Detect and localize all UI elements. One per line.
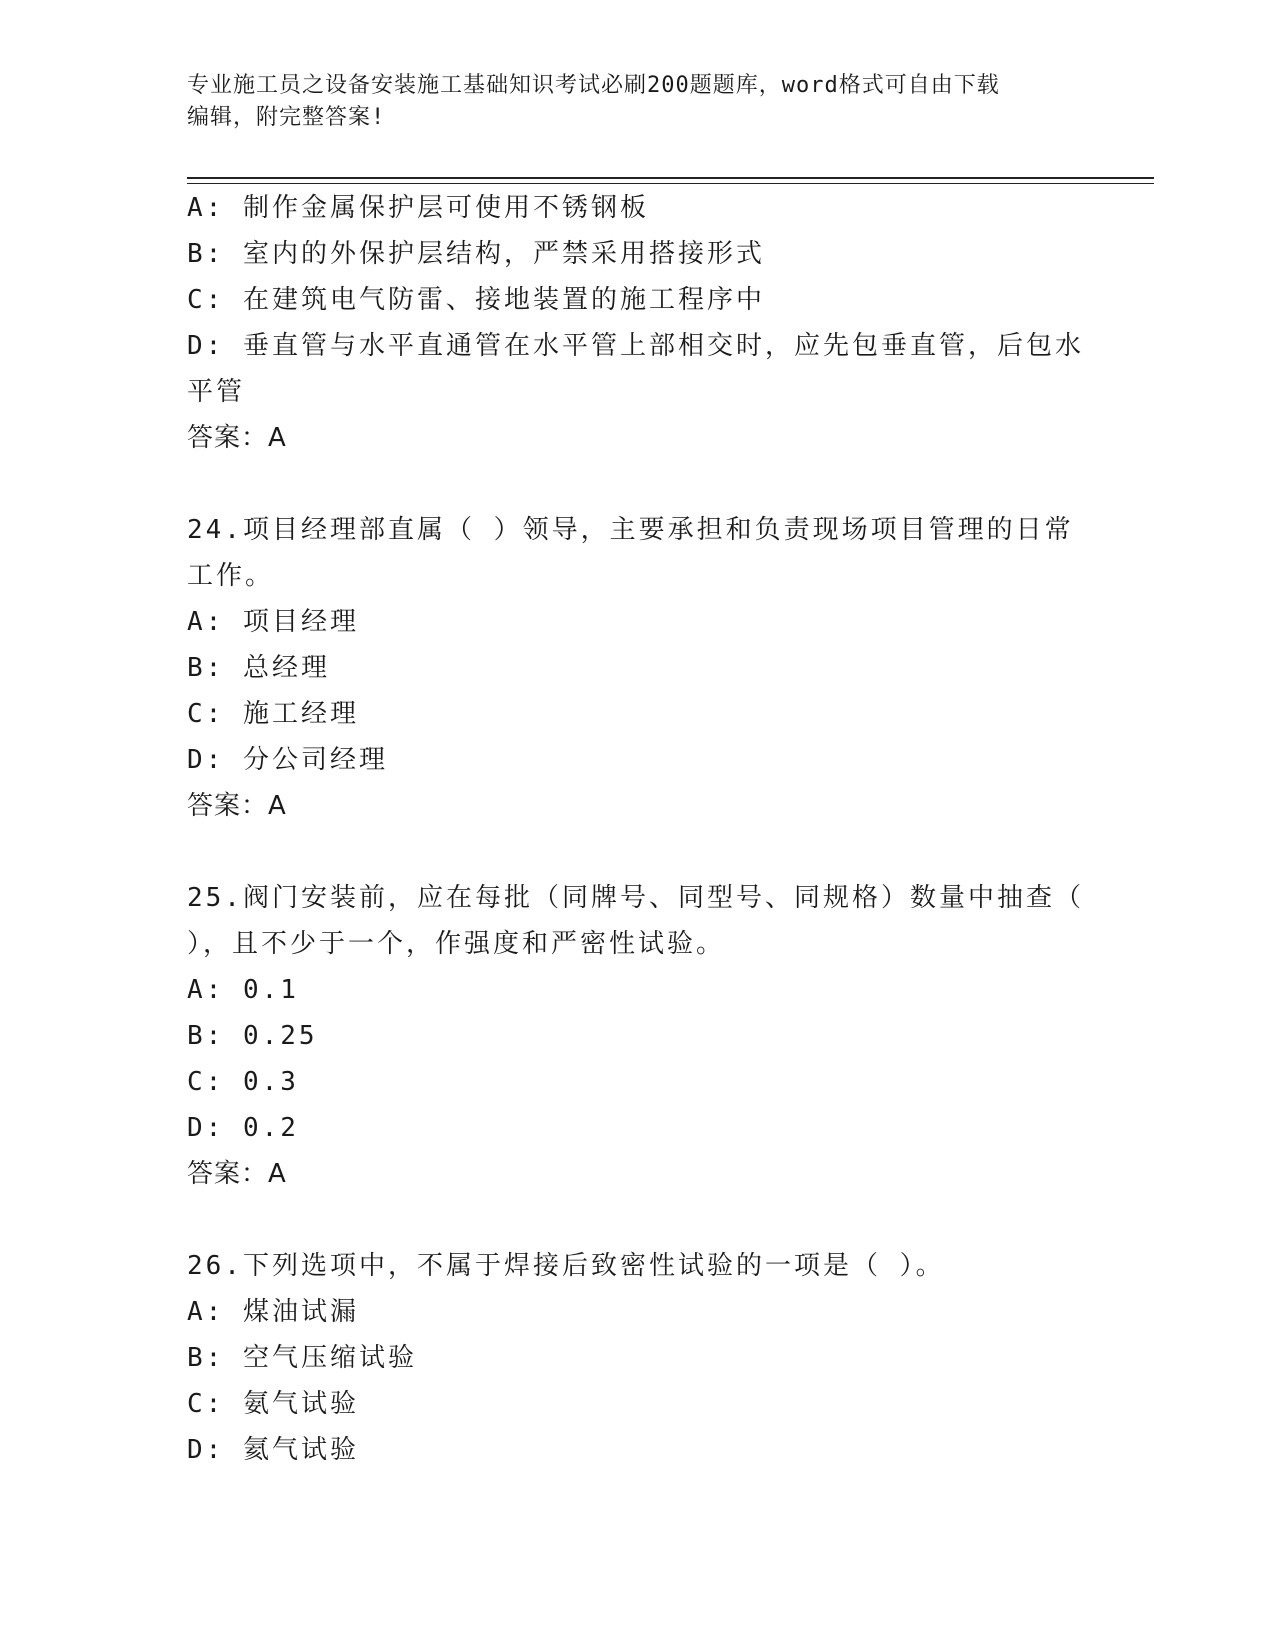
question-list <box>187 185 1087 1473</box>
question-26 <box>187 1243 1087 1473</box>
option-b: B: 空气压缩试验 <box>187 1343 417 1373</box>
question-25 <box>187 875 1087 1197</box>
question-stem-line-2: 工作。 <box>187 561 275 591</box>
answer: 答案：A <box>187 423 287 453</box>
option-c: C: 在建筑电气防雷、接地装置的施工程序中 <box>187 285 765 315</box>
header-title-line-2: 编辑，附完整答案! <box>187 105 386 130</box>
spacer <box>187 829 1087 875</box>
option-b: B: 0.25 <box>187 1021 318 1051</box>
question-stem-line-2: ），且不少于一个，作强度和严密性试验。 <box>187 929 726 959</box>
option-d: D: 0.2 <box>187 1113 299 1143</box>
answer: 答案：A <box>187 791 287 821</box>
header-divider-thick <box>187 177 1154 179</box>
option-c: C: 0.3 <box>187 1067 299 1097</box>
option-a: A: 煤油试漏 <box>187 1297 359 1327</box>
option-a: A: 制作金属保护层可使用不锈钢板 <box>187 193 649 223</box>
option-c: C: 施工经理 <box>187 699 359 729</box>
document-header <box>187 70 1087 134</box>
option-d: D: 分公司经理 <box>187 745 388 775</box>
option-a: A: 0.1 <box>187 975 299 1005</box>
option-c: C: 氨气试验 <box>187 1389 359 1419</box>
option-d: D: 氦气试验 <box>187 1435 359 1465</box>
header-title-line-1: 专业施工员之设备安装施工基础知识考试必刷200题题库，word格式可自由下载 <box>187 73 1000 98</box>
option-a: A: 项目经理 <box>187 607 359 637</box>
header-divider-thin <box>187 183 1154 184</box>
question-24 <box>187 507 1087 829</box>
spacer <box>187 1197 1087 1243</box>
option-b: B: 室内的外保护层结构，严禁采用搭接形式 <box>187 239 765 269</box>
question-stem-line-1: 25.阀门安装前，应在每批（同牌号、同型号、同规格）数量中抽查（ <box>187 883 1084 913</box>
option-b: B: 总经理 <box>187 653 330 683</box>
answer: 答案：A <box>187 1159 287 1189</box>
question-23 <box>187 185 1087 461</box>
spacer <box>187 461 1087 507</box>
option-d-line-1: D: 垂直管与水平直通管在水平管上部相交时，应先包垂直管，后包水 <box>187 331 1084 361</box>
question-stem-line-1: 26.下列选项中，不属于焊接后致密性试验的一项是（ ）。 <box>187 1251 945 1281</box>
option-d-line-2: 平管 <box>187 377 246 407</box>
question-stem-line-1: 24.项目经理部直属（ ）领导，主要承担和负责现场项目管理的日常 <box>187 515 1074 545</box>
